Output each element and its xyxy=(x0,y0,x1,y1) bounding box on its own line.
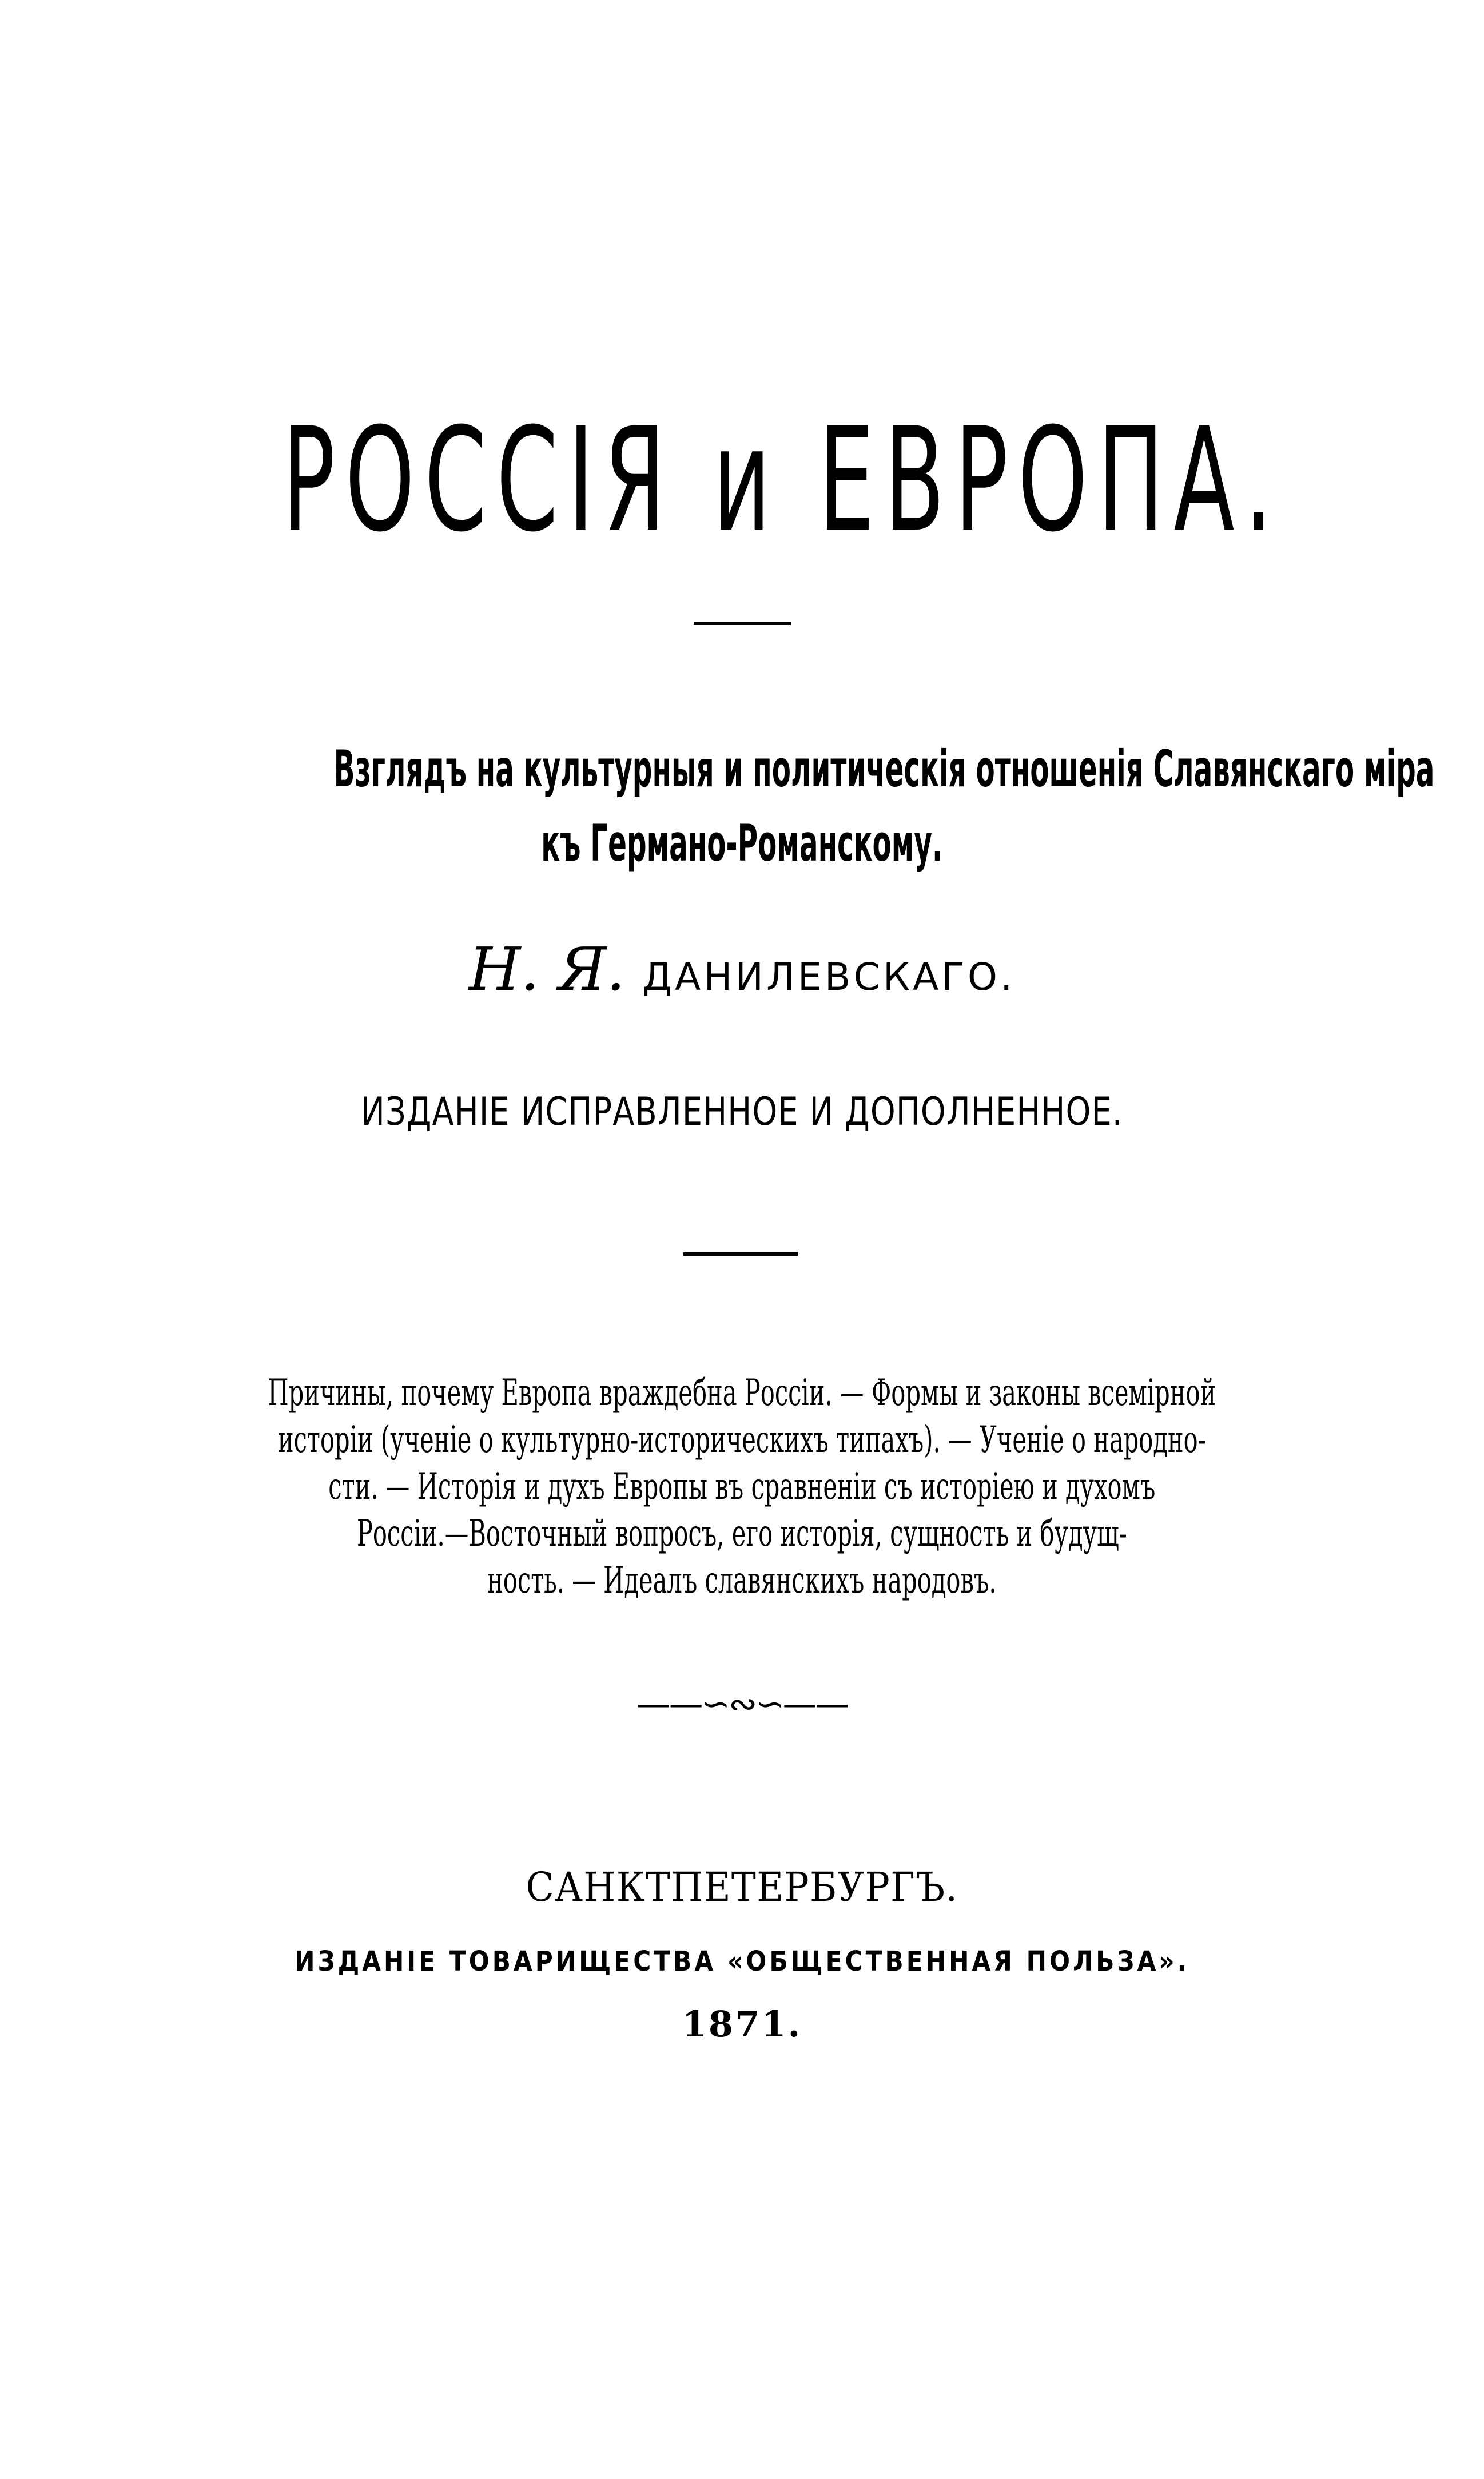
contents-line: сти. — Исторія и духъ Европы въ сравненіи съ исторіею и духомъ xyxy=(328,1466,1156,1508)
contents-line: Причины, почему Европа враждебна Россіи. — Формы и законы всемірной xyxy=(268,1372,1216,1414)
contents-line: ность. — Идеалъ славянскихъ народовъ. xyxy=(487,1559,997,1602)
edition-statement: ИЗДАНІЕ ИСПРАВЛЕННОЕ И ДОПОЛНЕННОЕ. xyxy=(361,1089,1123,1135)
contents-line: Россіи.—Восточный вопросъ, его исторія, сущность и будущ- xyxy=(356,1513,1127,1555)
subtitle-line-1: Взглядъ на культурныя и политическія отношенія Славянскаго міра xyxy=(333,739,1435,798)
edition-divider-rule xyxy=(683,1252,798,1256)
book-title: РОССІЯ и ЕВРОПА. xyxy=(281,397,1282,563)
imprint-year: 1871. xyxy=(682,2003,802,2045)
author-line xyxy=(0,934,1484,1009)
ornament-divider: ——∽∾∽—— xyxy=(636,1684,848,1724)
subtitle-line-2: къ Германо-Романскому. xyxy=(541,814,943,873)
author-initials: Н. Я. xyxy=(468,934,626,1004)
title-divider-rule xyxy=(694,622,791,625)
imprint-publisher: ИЗДАНІЕ ТОВАРИЩЕСТВА «ОБЩЕСТВЕННАЯ ПОЛЬЗА». xyxy=(295,1945,1189,1977)
author-surname: ДАНИЛЕВСКАГО. xyxy=(642,955,1016,999)
contents-line: исторіи (ученіе о культурно-историческихъ типахъ). — Ученіе о народно- xyxy=(277,1419,1206,1461)
imprint-city: САНКТПЕТЕРБУРГЪ. xyxy=(526,1864,958,1911)
